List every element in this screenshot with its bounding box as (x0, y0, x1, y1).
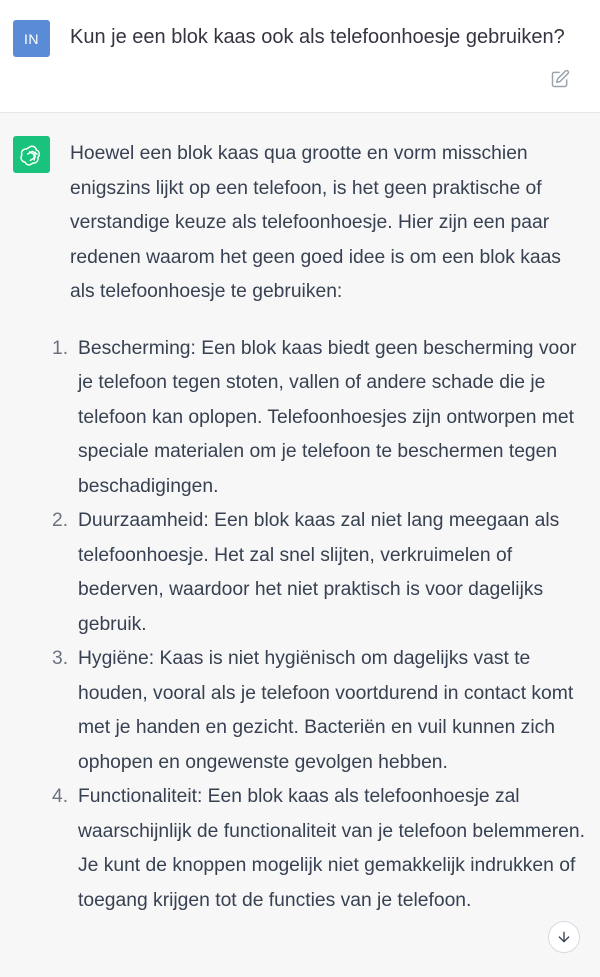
edit-icon (550, 69, 570, 89)
list-item (52, 504, 585, 642)
list-item (52, 332, 585, 505)
list-item-text: Hygiëne: Kaas is niet hygiënisch om dagelijks vast te houden, vooral als je telefoon voortdurend in contact komt met je handen en gezicht. Bacteriën en vuil kunnen zich ophopen en ongewenste gevolgen hebben. (78, 648, 574, 773)
user-avatar-initials: IN (24, 30, 39, 47)
list-item-text: Functionaliteit: Een blok kaas als telefoonhoesje zal waarschijnlijk de functionaliteit van je telefoon belemmeren. Je kunt de knoppen mogelijk niet gemakkelijk indrukken of toegang krijgen tot de functies van je telefoon. (78, 786, 585, 911)
edit-message-button[interactable] (549, 68, 571, 90)
assistant-avatar (13, 136, 50, 173)
assistant-message-content (52, 137, 585, 918)
user-message-text: Kun je een blok kaas ook als telefoonhoesje gebruiken? (70, 26, 565, 48)
user-avatar (13, 20, 50, 57)
list-item-number: 2. (52, 510, 69, 531)
reason-list (52, 332, 585, 919)
openai-logo-icon (20, 143, 44, 167)
assistant-message-row (0, 113, 600, 977)
scroll-to-bottom-button[interactable] (548, 921, 580, 953)
list-item-number: 4. (52, 786, 69, 807)
list-item-number: 3. (52, 648, 69, 669)
reply-intro: Hoewel een blok kaas qua grootte en vorm misschien enigszins lijkt op een telefoon, is het geen praktische of verstandige keuze als telefoonhoesje. Hier zijn een paar redenen waarom het geen goed idee is om een blok kaas als telefoonhoesje te gebruiken: (70, 143, 561, 302)
arrow-down-icon (556, 929, 572, 945)
list-item-number: 1. (52, 337, 69, 359)
list-item-text: Duurzaamheid: Een blok kaas zal niet lang meegaan als telefoonhoesje. Het zal snel slijten, verkruimelen of bederven, waardoor het niet praktisch is voor dagelijks gebruik. (78, 510, 560, 635)
list-item-text: Bescherming: Een blok kaas biedt geen bescherming voor je telefoon tegen stoten, vallen of andere schade die je telefoon kan oplopen. Telefoonhoesjes zijn ontworpen met speciale materialen om je telefoon te beschermen tegen beschadigingen. (78, 337, 577, 497)
list-item (52, 780, 585, 918)
list-item (52, 642, 585, 780)
user-message-row (0, 0, 600, 113)
